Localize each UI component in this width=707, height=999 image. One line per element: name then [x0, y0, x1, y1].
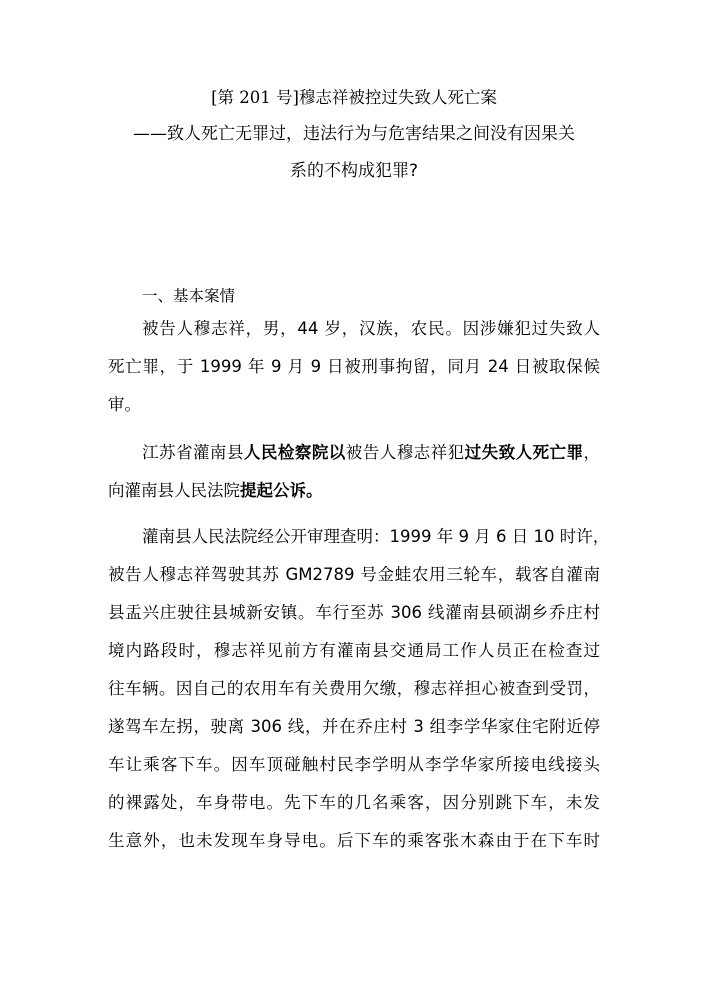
para3-line: 县盂兴庄驶往县城新安镇。车行至苏 306 线灌南县硕湖乡乔庄村	[108, 603, 600, 622]
document-title: [第 201 号]穆志祥被控过失致人死亡案	[211, 88, 497, 107]
para2-line	[108, 479, 600, 503]
para3-line: 往车辆。因自己的农用车有关费用欠缴，穆志祥担心被查到受罚，	[108, 679, 600, 698]
document-subtitle-line-2: 系的不构成犯罪?	[289, 161, 419, 181]
para3-line: 遂驾车左拐，驶离 306 线，并在乔庄村 3 组李学华家住宅附近停	[108, 717, 600, 736]
para3-line: 灌南县人民法院经公开审理查明：1999 年 9 月 6 日 10 时许，	[142, 527, 610, 546]
bold-run: 过失致人死亡罪	[464, 443, 584, 462]
bold-run: 提起公诉。	[240, 481, 323, 500]
bold-run: 人民检察院以	[243, 443, 346, 462]
para2-line	[142, 441, 600, 465]
para3-line: 被告人穆志祥驾驶其苏 GM2789 号金蛙农用三轮车，载客自灌南	[108, 565, 600, 584]
text-run: 被告人穆志祥犯	[345, 443, 465, 462]
text-run: 向灌南县人民法院	[108, 481, 240, 500]
para1-line: 被告人穆志祥，男，44 岁，汉族，农民。因涉嫌犯过失致人	[142, 319, 600, 338]
text-run: 江苏省灌南县	[142, 443, 244, 462]
section-heading: 一、基本案情	[142, 287, 236, 305]
para3-line: 境内路段时，穆志祥见前方有灌南县交通局工作人员正在检查过	[108, 641, 600, 660]
para3-line: 车让乘客下车。因车顶碰触村民李学明从李学华家所接电线接头	[108, 755, 600, 774]
para3-line: 生意外，也未发现车身导电。后下车的乘客张木森由于在下车时	[108, 831, 600, 850]
text-run: ，	[583, 443, 601, 462]
para3-line: 的裸露处，车身带电。先下车的几名乘客，因分别跳下车，未发	[108, 793, 600, 812]
document-subtitle-line-1: ——致人死亡无罪过，违法行为与危害结果之间没有因果关	[133, 124, 575, 144]
para1-line: 审。	[108, 395, 141, 414]
para1-line: 死亡罪，于 1999 年 9 月 9 日被刑事拘留，同月 24 日被取保候	[108, 357, 600, 376]
